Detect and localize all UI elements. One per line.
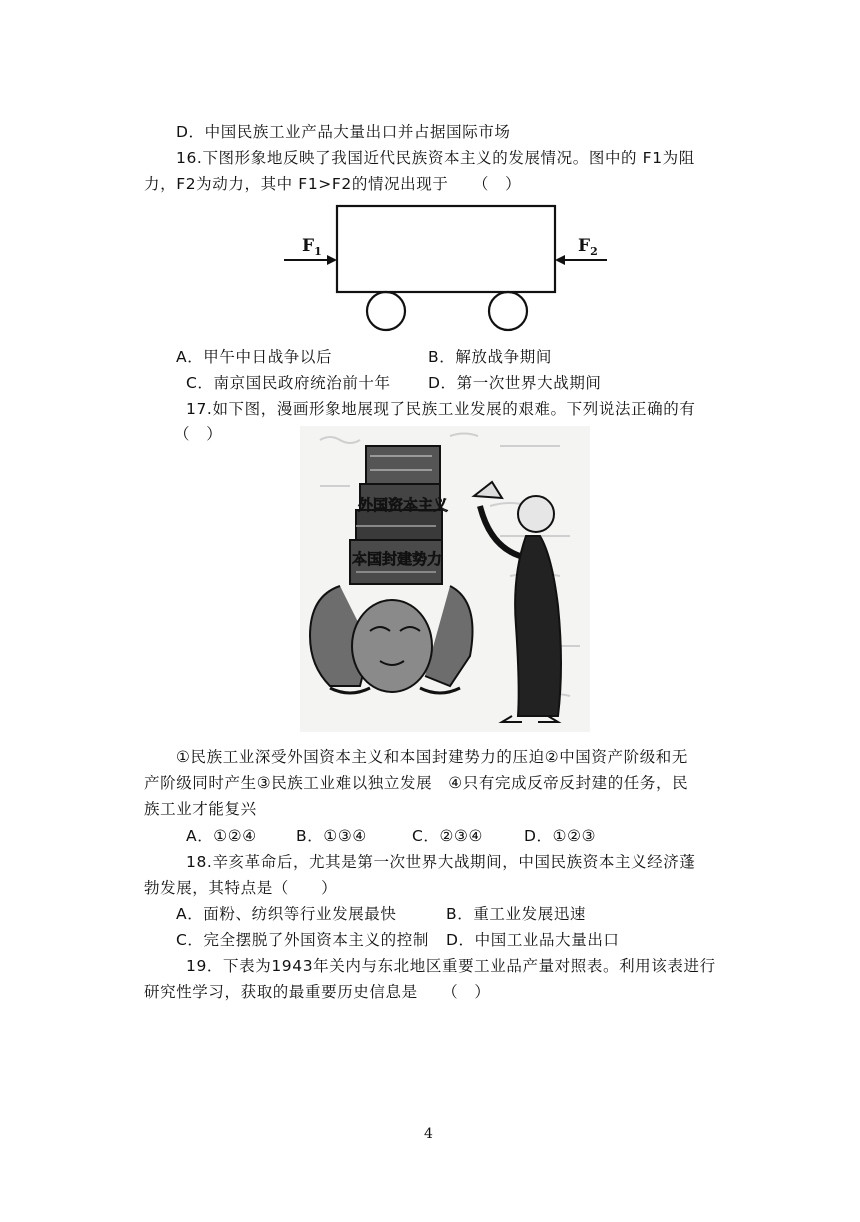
q17-stem-line2: （ ） bbox=[174, 425, 223, 443]
cart-wheel-right bbox=[489, 292, 527, 330]
q17-option-a: A．①②④ bbox=[186, 827, 257, 845]
q17-statements-line3: 族工业才能复兴 bbox=[144, 800, 257, 818]
q17-statements-line2: 产阶级同时产生③民族工业难以独立发展 ④只有完成反帝反封建的任务，民 bbox=[144, 774, 689, 792]
page-number: 4 bbox=[424, 1126, 433, 1142]
force-cart-figure bbox=[280, 196, 610, 336]
force-arrow-left-head bbox=[327, 255, 337, 265]
q17-option-b: B．①③④ bbox=[296, 827, 367, 845]
q18-option-d: D．中国工业品大量出口 bbox=[446, 931, 620, 949]
q17-statements-line1: ①民族工业深受外国资本主义和本国封建势力的压迫②中国资产阶级和无 bbox=[176, 748, 688, 766]
q16-stem-line1: 16.下图形象地反映了我国近代民族资本主义的发展情况。图中的 F1为阻 bbox=[176, 149, 695, 167]
label-f2: $F_2$ bbox=[578, 236, 598, 258]
q18-option-c: C．完全摆脱了外国资本主义的控制 bbox=[176, 931, 429, 949]
q15-option-d: D．中国民族工业产品大量出口并占据国际市场 bbox=[176, 123, 511, 141]
q19-stem-line2: 研究性学习，获取的最重要历史信息是 （ ） bbox=[144, 983, 491, 1001]
crouching-figure bbox=[310, 586, 473, 693]
q16-option-a: A．甲午中日战争以后 bbox=[176, 348, 333, 366]
label-f1: $F_1$ bbox=[302, 236, 322, 258]
cartoon-burden-image bbox=[300, 426, 590, 732]
cart-wheel-left bbox=[367, 292, 405, 330]
q16-option-b: B．解放战争期间 bbox=[428, 348, 552, 366]
q16-option-d: D．第一次世界大战期间 bbox=[428, 374, 602, 392]
q16-option-c: C．南京国民政府统治前十年 bbox=[186, 374, 391, 392]
q17-option-c: C．②③④ bbox=[412, 827, 484, 845]
cart-body bbox=[337, 206, 555, 292]
q16-stem-line2: 力，F2为动力，其中 F1>F2的情况出现于 （ ） bbox=[144, 175, 522, 193]
q18-option-a: A．面粉、纺织等行业发展最快 bbox=[176, 905, 397, 923]
q19-stem-line1: 19．下表为1943年关内与东北地区重要工业品产量对照表。利用该表进行 bbox=[186, 957, 716, 975]
q18-stem-line2: 勃发展，其特点是（ ） bbox=[144, 879, 338, 897]
q18-stem-line1: 18.辛亥革命后，尤其是第一次世界大战期间，中国民族资本主义经济蓬 bbox=[186, 853, 696, 871]
force-arrow-right-head bbox=[555, 255, 565, 265]
box-label-domestic-feudalism: 本国封建势力 bbox=[352, 550, 443, 568]
q17-option-d: D．①②③ bbox=[524, 827, 597, 845]
box-label-foreign-capitalism: 外国资本主义 bbox=[358, 496, 449, 514]
q17-stem-line1: 17.如下图，漫画形象地展现了民族工业发展的艰难。下列说法正确的有 bbox=[186, 400, 696, 418]
q18-option-b: B．重工业发展迅速 bbox=[446, 905, 587, 923]
